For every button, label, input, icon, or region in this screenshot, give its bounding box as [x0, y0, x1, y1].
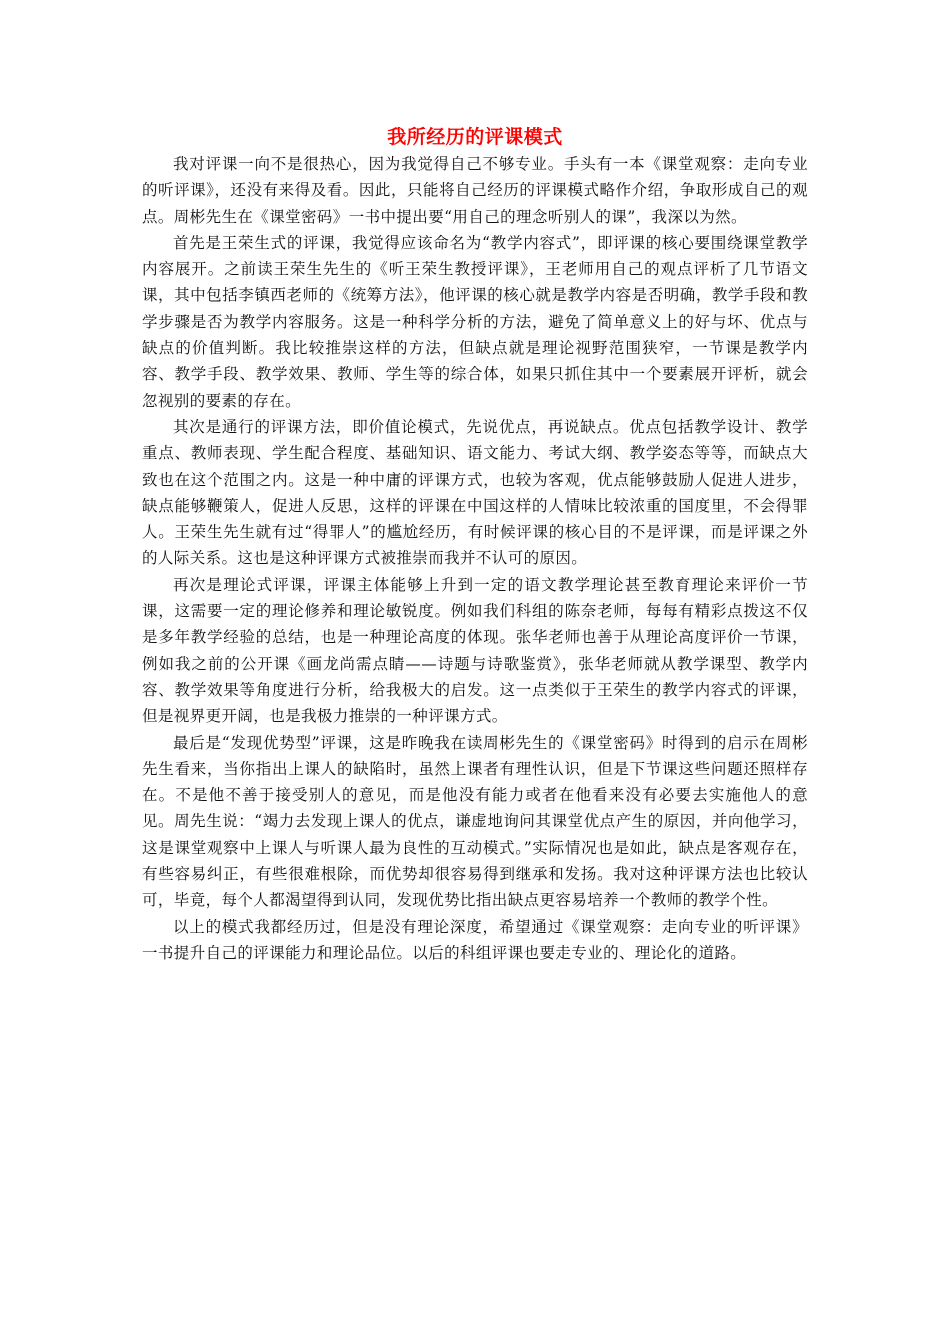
paragraph-value-mode: 其次是通行的评课方法，即价值论模式，先说优点，再说缺点。优点包括教学设计、教学重点、教师表现、学生配合程度、基础知识、语文能力、考试大纲、教学姿态等等，而缺点大致也在这个范围之内。这是一种中庸的评课方式，也较为客观，优点能够鼓励人促进人进步，缺点能够鞭策人，促进人反思，这样的评课在中国这样的人情味比较浓重的国度里，不会得罪人。王荣生先生就有过“得罪人”的尴尬经历，有时候评课的核心目的不是评课，而是评课之外的人际关系。这也是这种评课方式被推崇而我并不认可的原因。 — [142, 417, 808, 568]
document-body — [142, 151, 808, 966]
paragraph-strength-mode: 最后是“发现优势型”评课，这是昨晚我在读周彬先生的《课堂密码》时得到的启示在周彬先生看来，当你指出上课人的缺陷时，虽然上课者有理性认识，但是下节课这些问题还照样存在。不是他不善于接受别人的意见，而是他没有能力或者在他看来没有必要去实施他人的意见。周先生说：“竭力去发现上课人的优点，谦虚地询问其课堂优点产生的原因，并向他学习，这是课堂观察中上课人与听课人最为良性的互动模式。”实际情况也是如此，缺点是客观存在，有些容易纠正，有些很难根除，而优势却很容易得到继承和发扬。我对这种评课方法也比较认可，毕竟，每个人都渴望得到认同，发现优势比指出缺点更容易培养一个教师的教学个性。 — [142, 733, 808, 910]
paragraph-theory-mode: 再次是理论式评课，评课主体能够上升到一定的语文教学理论甚至教育理论来评价一节课，这需要一定的理论修养和理论敏锐度。例如我们科组的陈奈老师，每每有精彩点拨这不仅是多年教学经验的总结，也是一种理论高度的体现。张华老师也善于从理论高度评价一节课，例如我之前的公开课《画龙尚需点睛——诗题与诗歌鉴赏》，张华老师就从教学课型、教学内容、教学效果等角度进行分析，给我极大的启发。这一点类似于王荣生的教学内容式的评课，但是视界更开阔，也是我极力推崇的一种评课方式。 — [142, 575, 808, 726]
paragraph-conclusion: 以上的模式我都经历过，但是没有理论深度，希望通过《课堂观察：走向专业的听评课》一书提升自己的评课能力和理论品位。以后的科组评课也要走专业的、理论化的道路。 — [142, 917, 808, 962]
document-title: 我所经历的评课模式 — [387, 126, 563, 148]
paragraph-teaching-content-mode: 首先是王荣生式的评课，我觉得应该命名为“教学内容式”，即评课的核心要围绕课堂教学内容展开。之前读王荣生先生的《听王荣生教授评课》，王老师用自己的观点评析了几节语文课，其中包括李镇西老师的《统筹方法》，他评课的核心就是教学内容是否明确，教学手段和教学步骤是否为教学内容服务。这是一种科学分析的方法，避免了简单意义上的好与坏、优点与缺点的价值判断。我比较推崇这样的方法，但缺点就是理论视野范围狭窄，一节课是教学内容、教学手段、教学效果、教师、学生等的综合体，如果只抓住其中一个要素展开评析，就会忽视别的要素的存在。 — [142, 233, 808, 410]
paragraph-intro: 我对评课一向不是很热心，因为我觉得自己不够专业。手头有一本《课堂观察：走向专业的听评课》，还没有来得及看。因此，只能将自己经历的评课模式略作介绍，争取形成自己的观点。周彬先生在《课堂密码》一书中提出要“用自己的理念听别人的课”，我深以为然。 — [142, 155, 808, 226]
